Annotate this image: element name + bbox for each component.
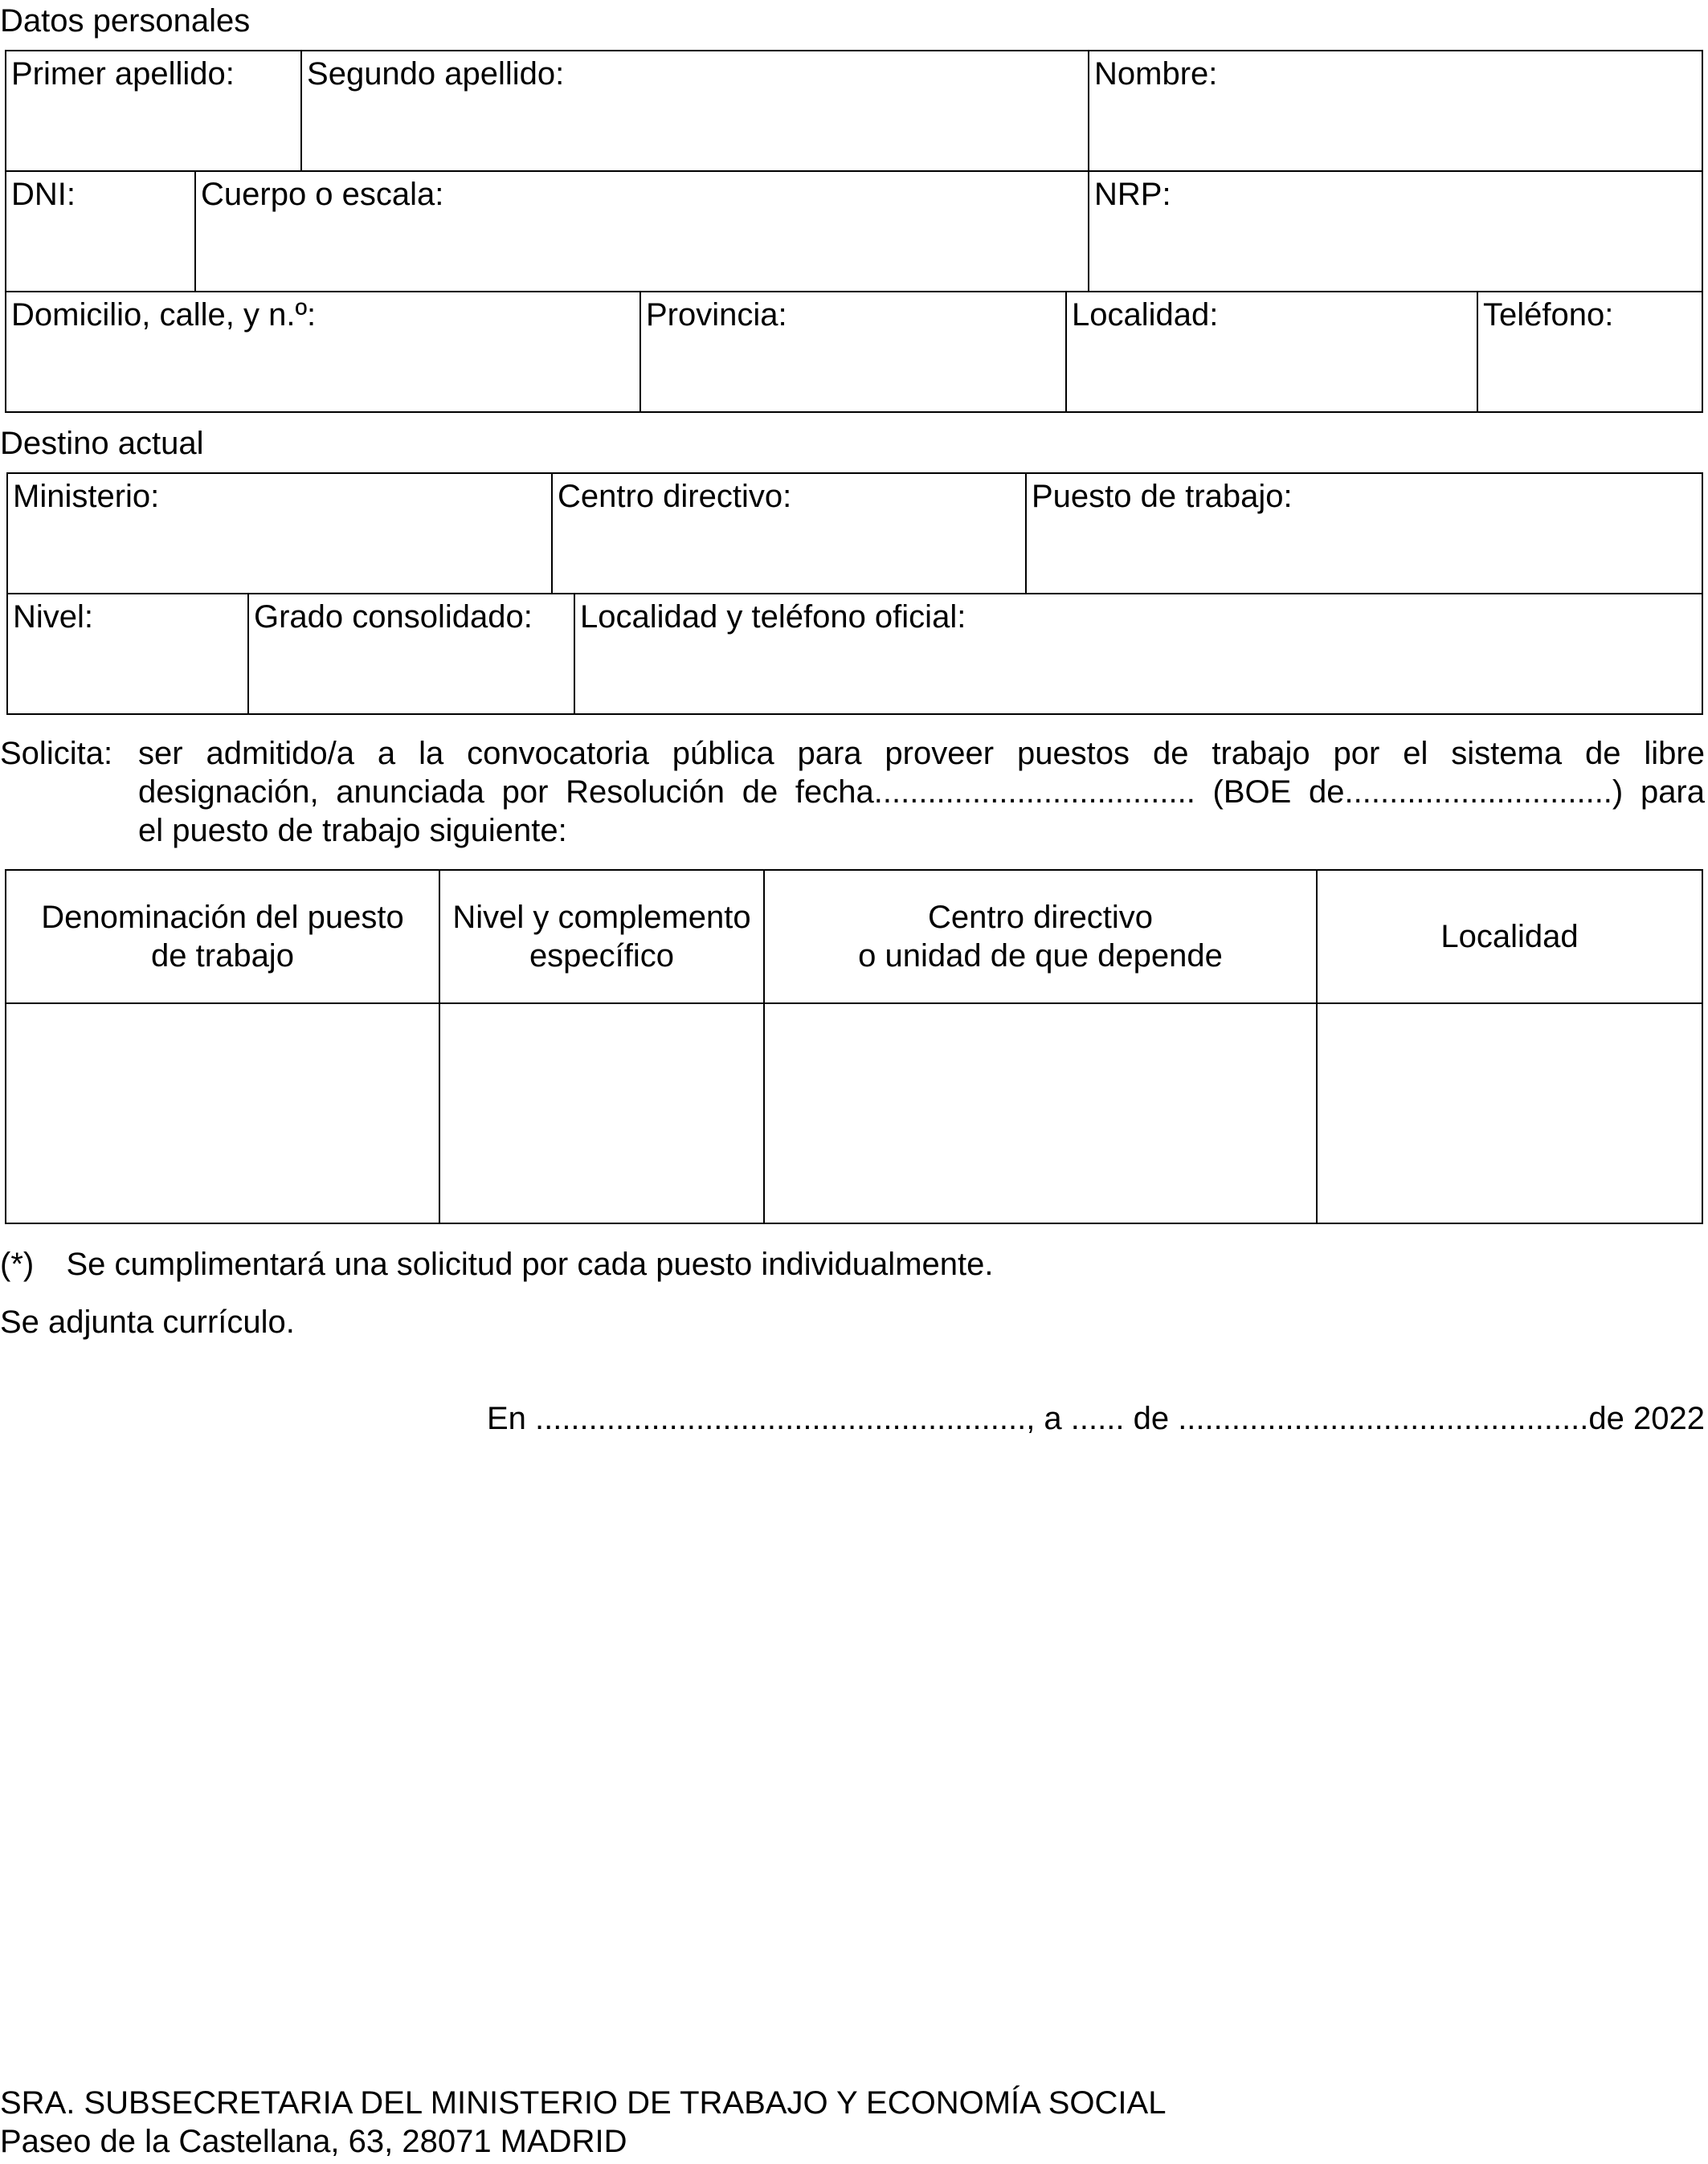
- solicita-line-2: designación, anunciada por Resolución de fecha.................................... (BOE de..............................) para: [138, 774, 1705, 810]
- header-nivel-line-1: Nivel y complemento: [452, 900, 751, 935]
- label-nombre: Nombre:: [1094, 56, 1218, 92]
- addressee-block: [0, 2084, 1166, 2161]
- label-provincia: Provincia:: [646, 297, 787, 333]
- field-primer-apellido[interactable]: [6, 51, 301, 171]
- header-centro-directivo: [764, 870, 1317, 1003]
- cell-centro-directivo[interactable]: [764, 1003, 1317, 1223]
- label-nrp: NRP:: [1094, 177, 1171, 212]
- asterisk-mark: (*): [0, 1247, 35, 1282]
- cell-denominacion[interactable]: [6, 1003, 439, 1223]
- field-domicilio[interactable]: [6, 292, 640, 412]
- label-nivel: Nivel:: [13, 599, 94, 635]
- asterisk-note-text: Se cumplimentará una solicitud por cada puesto individualmente.: [66, 1247, 994, 1282]
- solicita-label: Solicita:: [0, 736, 113, 771]
- field-dni[interactable]: [6, 171, 195, 292]
- label-localidad: Localidad:: [1072, 297, 1219, 333]
- label-domicilio: Domicilio, calle, y n.º:: [11, 297, 317, 333]
- section-title-destino-actual: Destino actual: [0, 426, 204, 461]
- field-cuerpo-escala[interactable]: [195, 171, 1089, 292]
- field-nivel[interactable]: [7, 594, 248, 714]
- field-provincia[interactable]: [640, 292, 1066, 412]
- field-centro-directivo[interactable]: [552, 473, 1026, 594]
- addressee-line-2: Paseo de la Castellana, 63, 28071 MADRID: [0, 2124, 627, 2159]
- header-nivel-line-2: específico: [529, 938, 675, 974]
- label-segundo-apellido: Segundo apellido:: [307, 56, 565, 92]
- personal-data-table: [5, 50, 1703, 292]
- cell-nivel-complemento[interactable]: [439, 1003, 764, 1223]
- label-ministerio: Ministerio:: [13, 479, 160, 514]
- table-row: [6, 1003, 1702, 1223]
- field-grado-consolidado[interactable]: [248, 594, 574, 714]
- cell-localidad[interactable]: [1317, 1003, 1702, 1223]
- destino-table-row1: [6, 472, 1703, 594]
- label-centro-directivo: Centro directivo:: [558, 479, 792, 514]
- field-ministerio[interactable]: [7, 473, 552, 594]
- address-table: [5, 291, 1703, 413]
- curriculo-note: Se adjunta currículo.: [0, 1305, 295, 1340]
- header-denominacion: [6, 870, 439, 1003]
- label-primer-apellido: Primer apellido:: [11, 56, 235, 92]
- field-telefono[interactable]: [1477, 292, 1702, 412]
- field-nombre[interactable]: [1089, 51, 1702, 171]
- requested-position-table: [5, 869, 1703, 1224]
- solicita-line-1: ser admitido/a a la convocatoria pública para proveer puestos de trabajo por el sistema de libre: [138, 736, 1705, 771]
- destino-table-row2: [6, 593, 1703, 715]
- header-denominacion-line-2: de trabajo: [151, 938, 294, 974]
- field-localidad[interactable]: [1066, 292, 1477, 412]
- header-nivel-complemento: [439, 870, 764, 1003]
- addressee-line-1: SRA. SUBSECRETARIA DEL MINISTERIO DE TRABAJO Y ECONOMÍA SOCIAL: [0, 2085, 1167, 2121]
- header-localidad: [1317, 870, 1702, 1003]
- header-localidad-line-1: Localidad: [1440, 919, 1579, 954]
- label-localidad-telefono-oficial: Localidad y teléfono oficial:: [580, 599, 966, 635]
- header-centro-line-1: Centro directivo: [927, 900, 1154, 935]
- header-denominacion-line-1: Denominación del puesto: [41, 900, 404, 935]
- section-title-datos-personales: Datos personales: [0, 3, 251, 39]
- solicita-line-3: el puesto de trabajo siguiente:: [138, 813, 567, 848]
- field-segundo-apellido[interactable]: [301, 51, 1089, 171]
- field-puesto-trabajo[interactable]: [1026, 473, 1702, 594]
- label-puesto-trabajo: Puesto de trabajo:: [1032, 479, 1293, 514]
- label-dni: DNI:: [11, 177, 76, 212]
- asterisk-note: [0, 1245, 993, 1284]
- label-grado-consolidado: Grado consolidado:: [254, 599, 533, 635]
- label-cuerpo-escala: Cuerpo o escala:: [201, 177, 444, 212]
- label-telefono: Teléfono:: [1483, 297, 1614, 333]
- header-centro-line-2: o unidad de que depende: [858, 938, 1223, 974]
- field-localidad-telefono-oficial[interactable]: [574, 594, 1702, 714]
- date-place-line: En ......................................................., a ...... de ..............................................de 2022: [486, 1401, 1705, 1436]
- field-nrp[interactable]: [1089, 171, 1702, 292]
- table-header-row: [6, 870, 1702, 1003]
